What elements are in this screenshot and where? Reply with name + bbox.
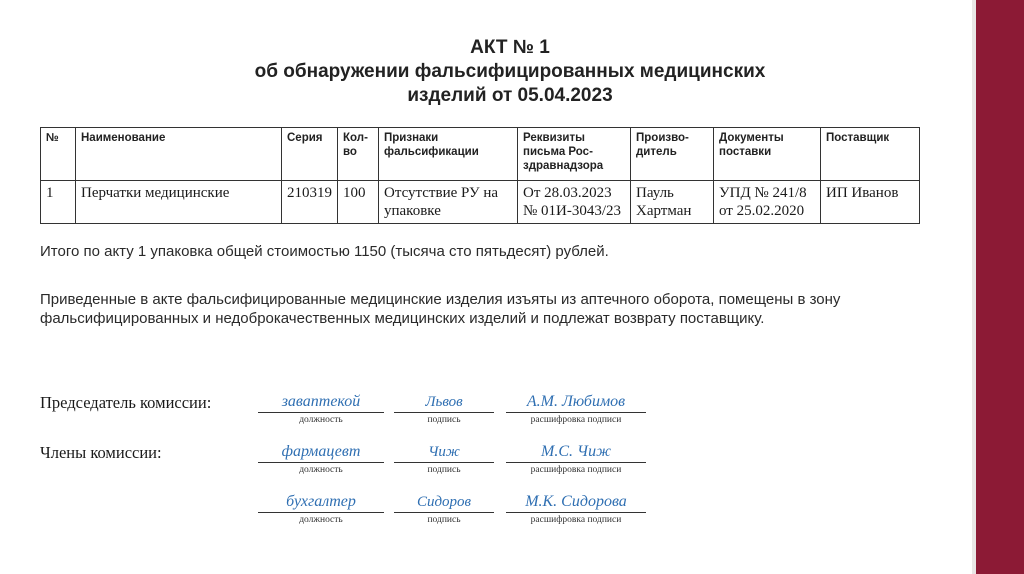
position-field: фармацевт [258,442,384,463]
slide-accent-band [976,0,1024,574]
position-field: бухгалтер [258,492,384,513]
decoding-caption: расшифровка подписи [530,465,622,475]
handwritten-signature: Львов [425,394,463,410]
header-docs: Документы поставки [714,128,821,181]
header-supplier: Поставщик [821,128,920,181]
document-title [150,36,870,108]
decoding-field: А.М. Любимов [506,392,646,413]
signature-field [394,492,494,513]
title-line-1: АКТ № 1 [470,37,550,58]
decoding-field: М.К. Сидорова [506,492,646,513]
cell-series: 210319 [282,181,338,224]
signature-caption: подпись [427,515,461,525]
header-qty: Кол-во [338,128,379,181]
table-row [41,181,920,224]
header-maker: Произво-дитель [631,128,714,181]
header-num: № [41,128,76,181]
total-paragraph: Итого по акту 1 упаковка общей стоимостью 1150 (тысяча сто пятьдесят) рублей. [40,243,609,260]
position-caption: должность [299,415,343,425]
position-field: заваптекой [258,392,384,413]
cell-docs: УПД № 241/8 от 25.02.2020 [714,181,821,224]
title-line-2: об обнаружении фальсифицированных медицинских [254,61,766,82]
signature-field [394,442,494,463]
chairman-label: Председатель комиссии: [40,393,212,412]
signature-caption: подпись [427,415,461,425]
act-table [40,127,920,224]
header-name: Наименование [76,128,282,181]
header-letter: Реквизиты письма Рос-здравнадзора [518,128,631,181]
decoding-caption: расшифровка подписи [530,415,622,425]
cell-maker: Пауль Хартман [631,181,714,224]
title-line-3: изделий от 05.04.2023 [407,85,613,106]
cell-supplier: ИП Иванов [821,181,920,224]
table-header-row [41,128,920,181]
cell-name: Перчатки медицинские [76,181,282,224]
position-caption: должность [299,465,343,475]
cell-num: 1 [41,181,76,224]
decoding-field: М.С. Чиж [506,442,646,463]
cell-signs: Отсутствие РУ на упаковке [379,181,518,224]
decoding-caption: расшифровка подписи [530,515,622,525]
cell-qty: 100 [338,181,379,224]
header-series: Серия [282,128,338,181]
position-caption: должность [299,515,343,525]
header-signs: Признаки фальсификации [379,128,518,181]
signature-caption: подпись [427,465,461,475]
cell-letter: От 28.03.2023 № 01И-3043/23 [518,181,631,224]
note-paragraph: Приведенные в акте фальсифицированные медицинские изделия изъяты из аптечного оборота, помещены в зону фальсифицированных и недоброкачественных медицинских изделий и подлежат возврату поставщику. [40,291,841,327]
handwritten-signature: Чиж [428,444,460,460]
members-label: Члены комиссии: [40,443,162,462]
handwritten-signature: Сидоров [416,494,472,510]
signature-field [394,392,494,413]
